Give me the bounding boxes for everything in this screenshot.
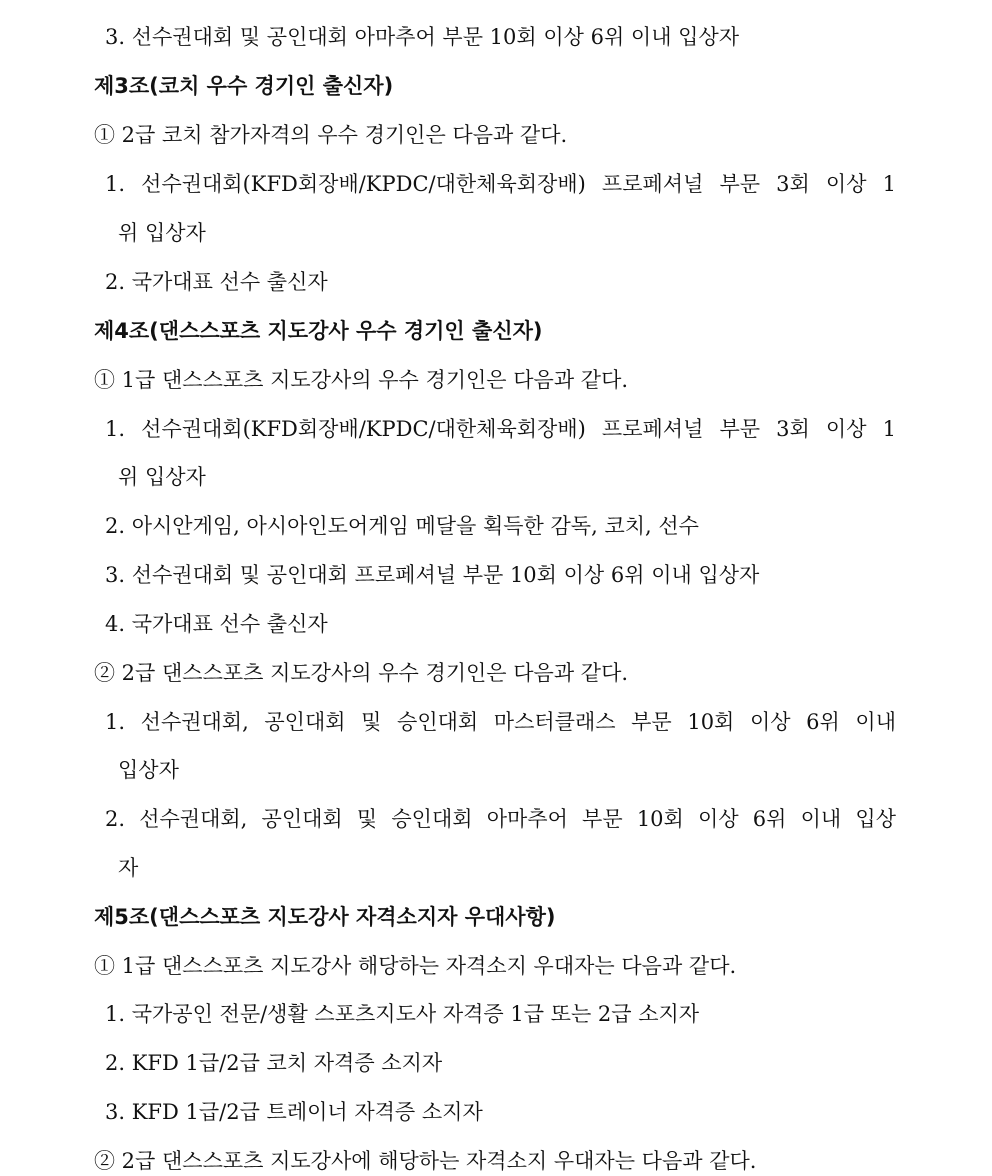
clause-text: ① 2급 코치 참가자격의 우수 경기인은 다음과 같다. [94,123,568,147]
clause-text: ① 1급 댄스스포츠 지도강사의 우수 경기인은 다음과 같다. [94,368,629,392]
list-item: 2. KFD 1급/2급 코치 자격증 소지자 [105,1051,443,1075]
clause-text: ② 2급 댄스스포츠 지도강사의 우수 경기인은 다음과 같다. [94,661,629,685]
list-item: 3. KFD 1급/2급 트레이너 자격증 소지자 [105,1100,483,1124]
list-item: 4. 국가대표 선수 출신자 [105,612,328,636]
list-item-continuation: 위 입상자 [118,221,206,245]
list-item-continuation: 위 입상자 [118,465,206,489]
article-heading: 제3조(코치 우수 경기인 출신자) [94,74,394,98]
clause-text: ① 1급 댄스스포츠 지도강사 해당하는 자격소지 우대자는 다음과 같다. [94,954,737,978]
list-item: 1. 국가공인 전문/생활 스포츠지도사 자격증 1급 또는 2급 소지자 [105,1002,700,1026]
list-item-continuation: 자 [118,856,139,880]
list-item: 2. 국가대표 선수 출신자 [105,270,328,294]
list-item: 1. 선수권대회(KFD회장배/KPDC/대한체육회장배) 프로페셔널 부문 3회 이상 1 [105,172,896,196]
list-item-continuation: 입상자 [118,758,179,782]
list-item: 2. 선수권대회, 공인대회 및 승인대회 아마추어 부문 10회 이상 6위 이내 입상 [105,807,896,831]
list-item: 1. 선수권대회, 공인대회 및 승인대회 마스터클래스 부문 10회 이상 6위 이내 [105,710,896,734]
list-item: 1. 선수권대회(KFD회장배/KPDC/대한체육회장배) 프로페셔널 부문 3회 이상 1 [105,417,896,441]
clause-text: ② 2급 댄스스포츠 지도강사에 해당하는 자격소지 우대자는 다음과 같다. [94,1149,757,1173]
article-heading: 제4조(댄스스포츠 지도강사 우수 경기인 출신자) [94,319,543,343]
list-item: 2. 아시안게임, 아시아인도어게임 메달을 획득한 감독, 코치, 선수 [105,514,699,538]
list-item: 3. 선수권대회 및 공인대회 아마추어 부문 10회 이상 6위 이내 입상자 [105,25,740,49]
article-heading: 제5조(댄스스포츠 지도강사 자격소지자 우대사항) [94,905,556,929]
list-item: 3. 선수권대회 및 공인대회 프로페셔널 부문 10회 이상 6위 이내 입상자 [105,563,760,587]
